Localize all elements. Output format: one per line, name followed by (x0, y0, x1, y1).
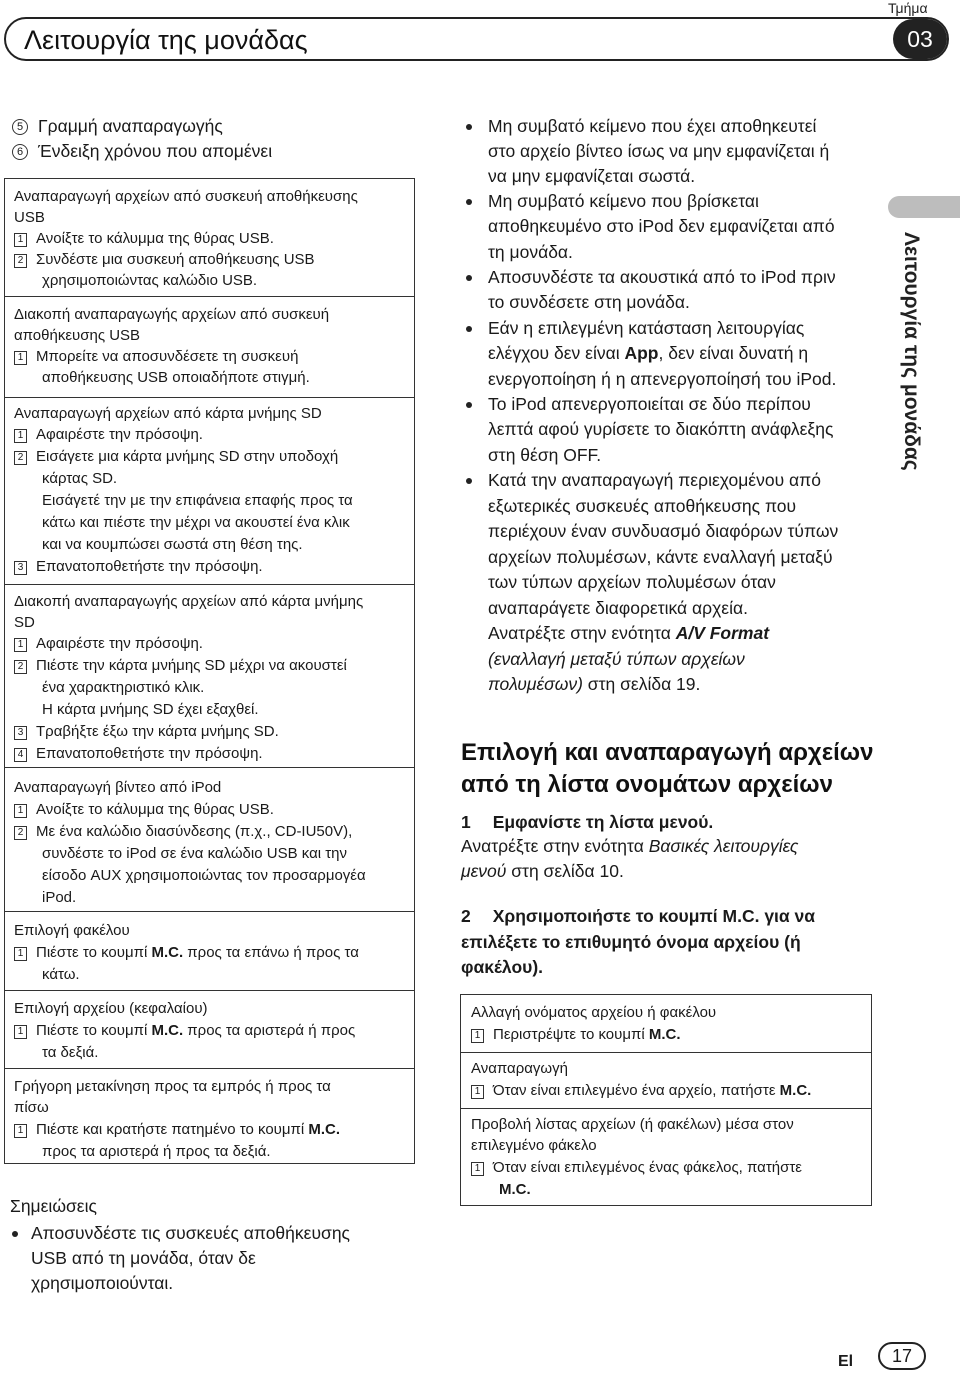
bullet-line: Μη συμβατό κείμενο που βρίσκεται (488, 191, 759, 211)
step: 2 Πιέστε την κάρτα μνήμης SD μέχρι να ακουστεί (14, 655, 347, 676)
step-number-icon: 2 (14, 254, 27, 268)
step: 1 Ανοίξτε το κάλυμμα της θύρας USB. (14, 228, 274, 249)
step: 1 Πιέστε το κουμπί M.C. προς τα επάνω ή προς τα (14, 942, 359, 963)
step: 2 Με ένα καλώδιο διασύνδεσης (π.χ., CD-IU50V), (14, 821, 352, 842)
step-number-icon: 1 (14, 1025, 27, 1039)
step-number-icon: 2 (14, 451, 27, 465)
step-number-icon: 1 (471, 1162, 484, 1176)
step: 1 Αφαιρέστε την πρόσοψη. (14, 633, 203, 654)
section-title: Γρήγορη μετακίνηση προς τα εμπρός ή προς τα (14, 1078, 331, 1095)
step-heading: 2 Χρησιμοποιήστε το κουμπί M.C. για να (461, 906, 816, 926)
bullet-line: ενεργοποίηση ή η απενεργοποίησή του iPod. (488, 369, 837, 389)
divider (4, 296, 415, 297)
step-continued: κάτω. (42, 966, 80, 983)
step-continued: Η κάρτα μνήμης SD έχει εξαχθεί. (42, 701, 259, 718)
bullet-line: αποθηκευμένο στο iPod δεν εμφανίζεται από (488, 216, 835, 236)
page-title: Λειτουργία της μονάδας (24, 25, 308, 55)
step: 2 Εισάγετε μια κάρτα μνήμης SD στην υποδοχή (14, 446, 338, 467)
step-continued: Εισάγετέ την με την επιφάνεια επαφής προς τα (42, 492, 353, 509)
step-reference: μενού στη σελίδα 10. (461, 861, 624, 881)
step-number-icon: 1 (14, 1124, 27, 1138)
step-continued: κάτω και πιέστε την μέχρι να ακουστεί ένα κλικ (42, 514, 350, 531)
step-number-icon: 1 (471, 1029, 484, 1043)
step-number-icon: 2 (14, 826, 27, 840)
section-heading: Επιλογή και αναπαραγωγή αρχείων (461, 739, 874, 766)
bullet-line: των τύπων αρχείων πολυμέσων όταν (488, 572, 776, 592)
note-line: USB από τη μονάδα, όταν δε (31, 1248, 256, 1268)
bullet-line: Το iPod απενεργοποιείται σε δύο περίπου (488, 394, 811, 414)
section-title: Διακοπή αναπαραγωγής αρχείων από κάρτα μνήμης (14, 593, 364, 610)
step-number-icon: 3 (14, 561, 27, 575)
page-number: 17 (878, 1342, 926, 1370)
section-title: Διακοπή αναπαραγωγής αρχείων από συσκευή (14, 306, 330, 323)
bullet-icon (466, 326, 472, 332)
box-title: Προβολή λίστας αρχείων (ή φακέλων) μέσα στον (471, 1116, 794, 1133)
section-title: Αναπαραγωγή βίντεο από iPod (14, 779, 222, 796)
bullet-icon (466, 199, 472, 205)
step-heading: επιλέξετε το επιθυμητό όνομα αρχείου (ή (461, 932, 801, 952)
marker-icon: 5 (12, 119, 28, 135)
bullet-icon (466, 124, 472, 130)
section-title: Αναπαραγωγή αρχείων από κάρτα μνήμης SD (14, 405, 322, 422)
step-continued: προς τα αριστερά ή προς τα δεξιά. (42, 1143, 271, 1160)
divider (4, 1068, 415, 1069)
notes-heading: Σημειώσεις (10, 1196, 97, 1216)
reference-line: πολυμέσων) στη σελίδα 19. (488, 674, 701, 694)
step-number-icon: 4 (14, 748, 27, 762)
divider (4, 584, 415, 585)
section-title: Επιλογή αρχείου (κεφαλαίου) (14, 1000, 208, 1017)
step: 1 Όταν είναι επιλεγμένος ένας φάκελος, πατήστε (471, 1157, 802, 1178)
step-number-icon: 1 (14, 947, 27, 961)
bullet-line: εξωτερικές συσκευές αποθήκευσης που (488, 496, 797, 516)
step-continued: iPod. (42, 889, 77, 906)
section-heading: από τη λίστα ονομάτων αρχείων (461, 771, 833, 798)
step: 1 Περιστρέψτε το κουμπί M.C. (471, 1024, 681, 1045)
step: 3 Επανατοποθετήστε την πρόσοψη. (14, 556, 263, 577)
box-title: επιλεγμένο φάκελο (471, 1137, 597, 1154)
step: 1 Ανοίξτε το κάλυμμα της θύρας USB. (14, 799, 274, 820)
marker-icon: 6 (12, 144, 28, 160)
note-line: Αποσυνδέστε τις συσκευές αποθήκευσης (31, 1223, 350, 1243)
bullet-line: περιέχουν έναν συνδυασμό διαφόρων τύπων (488, 521, 839, 541)
section-number-badge: 03 (893, 19, 947, 59)
section-title: πίσω (14, 1099, 49, 1116)
section-title: USB (14, 209, 45, 226)
divider (4, 767, 415, 768)
bullet-line: Μη συμβατό κείμενο που έχει αποθηκευτεί (488, 116, 817, 136)
step-heading: φακέλου). (461, 957, 544, 977)
list-item: 5 Γραμμή αναπαραγωγής (12, 114, 223, 139)
section-title: αποθήκευσης USB (14, 327, 141, 344)
step: 1 Πιέστε και κρατήστε πατημένο το κουμπί M.C. (14, 1119, 340, 1140)
bullet-line: Αποσυνδέστε τα ακουστικά από το iPod πριν (488, 267, 836, 287)
bullet-icon (466, 275, 472, 281)
step-number-icon: 1 (471, 1085, 484, 1099)
section-title: Επιλογή φακέλου (14, 922, 130, 939)
box-title: Αλλαγή ονόματος αρχείου ή φακέλου (471, 1004, 717, 1021)
divider (4, 990, 415, 991)
bullet-line: τη μονάδα. (488, 242, 573, 262)
step: 1 Όταν είναι επιλεγμένο ένα αρχείο, πατήστε M.C. (471, 1080, 811, 1101)
section-label: Τμήμα (888, 0, 928, 16)
bullet-line: ελέγχου δεν είναι App, δεν είναι δυνατή η (488, 343, 809, 363)
divider (4, 397, 415, 398)
section-title: Αναπαραγωγή αρχείων από συσκευή αποθήκευσης (14, 188, 358, 205)
step: 3 Τραβήξτε έξω την κάρτα μνήμης SD. (14, 721, 279, 742)
step-number-icon: 1 (14, 429, 27, 443)
step-number-icon: 3 (14, 726, 27, 740)
bullet-line: Εάν η επιλεγμένη κατάσταση λειτουργίας (488, 318, 805, 338)
step-number-icon: 1 (14, 351, 27, 365)
step-number-icon: 1 (14, 233, 27, 247)
step-continued: χρησιμοποιώντας καλώδιο USB. (42, 272, 258, 289)
step-continued: ένα χαρακτηριστικό κλικ. (42, 679, 205, 696)
step: 1 Μπορείτε να αποσυνδέσετε τη συσκευή (14, 346, 298, 367)
step: 4 Επανατοποθετήστε την πρόσοψη. (14, 743, 263, 764)
step: 1 Αφαιρέστε την πρόσοψη. (14, 424, 203, 445)
step-heading: 1 Εμφανίστε τη λίστα μενού. (461, 812, 714, 832)
note-line: χρησιμοποιούνται. (31, 1273, 174, 1293)
step-continued: είσοδο AUX χρησιμοποιώντας τον προσαρμογέα (42, 867, 366, 884)
list-item: 6 Ένδειξη χρόνου που απομένει (12, 139, 272, 164)
side-tab-label: Λειτουργία της μονάδας (900, 232, 923, 471)
reference-line: (εναλλαγή μεταξύ τύπων αρχείων (488, 649, 745, 669)
step-continued: συνδέστε το iPod σε ένα καλώδιο USB και την (42, 845, 348, 862)
step-continued: αποθήκευσης USB οποιαδήποτε στιγμή. (42, 369, 310, 386)
step-reference: Ανατρέξτε στην ενότητα Βασικές λειτουργίες (461, 836, 799, 856)
side-tab-marker (888, 196, 960, 218)
bullet-line: Κατά την αναπαραγωγή περιεχομένου από (488, 470, 821, 490)
bullet-icon (466, 478, 472, 484)
step: 1 Πιέστε το κουμπί M.C. προς τα αριστερά ή προς (14, 1020, 355, 1041)
step: 2 Συνδέστε μια συσκευή αποθήκευσης USB (14, 249, 315, 270)
bullet-icon (466, 402, 472, 408)
step-continued: και να κουμπώσει σωστά στη θέση της. (42, 536, 303, 553)
language-code: El (838, 1353, 854, 1370)
divider (460, 1108, 872, 1109)
box-title: Αναπαραγωγή (471, 1060, 568, 1077)
bullet-line: αρχείων πολυμέσων, κάντε εναλλαγή μεταξύ (488, 547, 833, 567)
bullet-line: αναπαράγετε διαφορετικά αρχεία. (488, 598, 748, 618)
bullet-line: να μην εμφανίζεται σωστά. (488, 166, 696, 186)
divider (460, 1052, 872, 1053)
section-title: SD (14, 614, 35, 631)
bullet-line: στη θέση OFF. (488, 445, 602, 465)
bullet-line: στο αρχείο βίντεο ίσως να μην εμφανίζεται ή (488, 141, 830, 161)
reference-line: Ανατρέξτε στην ενότητα A/V Format (488, 623, 770, 643)
step-number-icon: 2 (14, 660, 27, 674)
bullet-icon (12, 1231, 18, 1237)
step-continued: τα δεξιά. (42, 1044, 99, 1061)
divider (4, 911, 415, 912)
step-number-icon: 1 (14, 804, 27, 818)
bullet-line: το συνδέσετε στη μονάδα. (488, 292, 690, 312)
bullet-line: λεπτά αφού γυρίσετε το διακόπτη ανάφλεξης (488, 419, 834, 439)
step-continued: M.C. (499, 1181, 531, 1198)
step-number-icon: 1 (14, 638, 27, 652)
step-continued: κάρτας SD. (42, 470, 118, 487)
